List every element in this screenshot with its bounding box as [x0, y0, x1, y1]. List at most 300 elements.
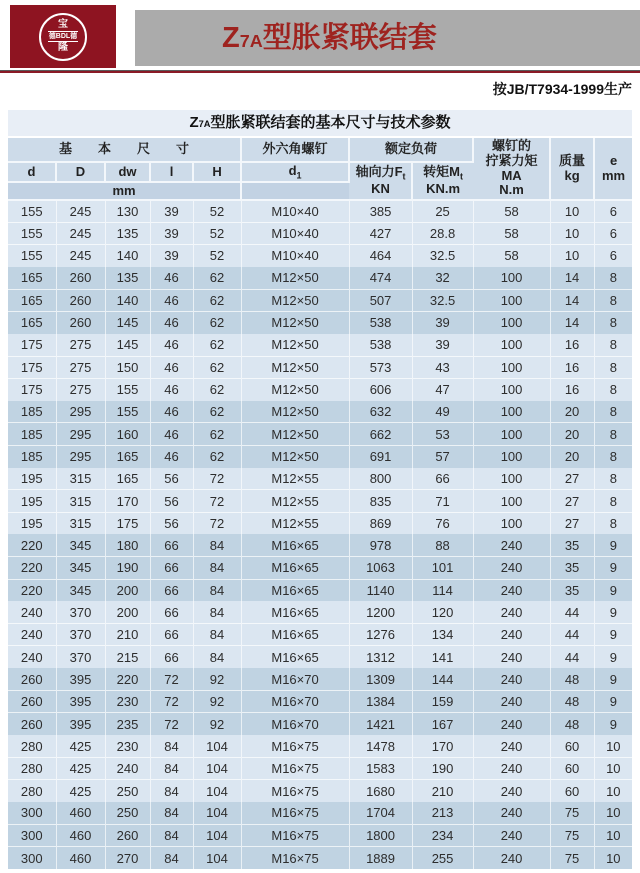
- cell: 1889: [349, 847, 412, 869]
- table-row: [8, 735, 632, 757]
- cell: 27: [550, 512, 594, 534]
- cell: 195: [8, 468, 56, 490]
- cell: 260: [56, 267, 105, 289]
- cell: 140: [105, 289, 150, 311]
- cell: 8: [594, 356, 632, 378]
- cell: 144: [412, 668, 473, 690]
- cell: 835: [349, 490, 412, 512]
- cell: 56: [150, 468, 193, 490]
- cell: 9: [594, 579, 632, 601]
- table-row: [8, 601, 632, 623]
- cell: 10: [550, 245, 594, 267]
- cell: 62: [193, 378, 241, 400]
- header-unit-mm: mm: [8, 182, 241, 200]
- cell: 150: [105, 356, 150, 378]
- table-row: [8, 356, 632, 378]
- header-mass: [550, 138, 594, 200]
- cell: 245: [56, 245, 105, 267]
- cell: 300: [8, 802, 56, 824]
- table-row: [8, 512, 632, 534]
- table-row: [8, 378, 632, 400]
- header-unit-empty: [241, 182, 349, 200]
- cell: 76: [412, 512, 473, 534]
- cell: 100: [473, 289, 550, 311]
- table-row: [8, 468, 632, 490]
- cell: 474: [349, 267, 412, 289]
- cell: 8: [594, 289, 632, 311]
- cell: 130: [105, 200, 150, 222]
- cell: 8: [594, 512, 632, 534]
- cell: 44: [550, 601, 594, 623]
- cell: 66: [150, 624, 193, 646]
- cell: M16×65: [241, 624, 349, 646]
- cell: 114: [412, 579, 473, 601]
- cell: 60: [550, 735, 594, 757]
- cell: 134: [412, 624, 473, 646]
- cell: 48: [550, 668, 594, 690]
- cell: 32.5: [412, 289, 473, 311]
- cell: 160: [105, 423, 150, 445]
- cell: 6: [594, 245, 632, 267]
- cell: 58: [473, 222, 550, 244]
- cell: 170: [412, 735, 473, 757]
- cell: 120: [412, 601, 473, 623]
- cell: 235: [105, 713, 150, 735]
- cell: 62: [193, 267, 241, 289]
- cell: 84: [193, 557, 241, 579]
- cell: 16: [550, 334, 594, 356]
- cell: 52: [193, 245, 241, 267]
- table-row: [8, 780, 632, 802]
- cell: 10: [594, 780, 632, 802]
- cell: 300: [8, 824, 56, 846]
- header-tightening-torque-line2: 拧紧力矩: [485, 152, 538, 168]
- standard-note: 按JB/T7934-1999生产: [492, 81, 632, 97]
- cell: 240: [473, 646, 550, 668]
- header-mass-label: 质量: [559, 152, 586, 168]
- header-tightening-torque-line3: MA: [501, 167, 522, 183]
- cell: 84: [193, 579, 241, 601]
- cell: 220: [8, 579, 56, 601]
- cell: 10: [594, 824, 632, 846]
- cell: M10×40: [241, 200, 349, 222]
- cell: M16×75: [241, 802, 349, 824]
- table-row: [8, 267, 632, 289]
- cell: 395: [56, 713, 105, 735]
- table-row: [8, 757, 632, 779]
- cell: 92: [193, 691, 241, 713]
- cell: 275: [56, 356, 105, 378]
- cell: 1063: [349, 557, 412, 579]
- table-row: [8, 713, 632, 735]
- cell: 62: [193, 423, 241, 445]
- table-row: [8, 445, 632, 467]
- cell: M12×50: [241, 445, 349, 467]
- cell: 35: [550, 534, 594, 556]
- cell: M12×50: [241, 401, 349, 423]
- cell: 84: [193, 646, 241, 668]
- cell: 62: [193, 289, 241, 311]
- table-row: [8, 646, 632, 668]
- cell: 9: [594, 601, 632, 623]
- table-row: [8, 557, 632, 579]
- cell: 1680: [349, 780, 412, 802]
- cell: 44: [550, 646, 594, 668]
- cell: 1384: [349, 691, 412, 713]
- cell: 84: [193, 534, 241, 556]
- cell: M12×50: [241, 334, 349, 356]
- cell: 1421: [349, 713, 412, 735]
- page-title: [135, 10, 640, 66]
- cell: 27: [550, 490, 594, 512]
- title-rest: 型胀紧联结套: [262, 22, 437, 54]
- table-row: [8, 245, 632, 267]
- cell: 395: [56, 691, 105, 713]
- cell: 8: [594, 423, 632, 445]
- cell: 104: [193, 780, 241, 802]
- header-col-d1: [241, 162, 349, 182]
- cell: 75: [550, 824, 594, 846]
- header-torque-sub: t: [459, 171, 463, 182]
- cell: 1312: [349, 646, 412, 668]
- cell: 20: [550, 423, 594, 445]
- cell: 300: [8, 847, 56, 869]
- cell: 165: [8, 311, 56, 333]
- header-col-d: d: [8, 162, 56, 182]
- cell: 260: [56, 311, 105, 333]
- cell: 1478: [349, 735, 412, 757]
- cell: 460: [56, 847, 105, 869]
- cell: 66: [150, 601, 193, 623]
- cell: 66: [150, 579, 193, 601]
- cell: 145: [105, 311, 150, 333]
- cell: M16×70: [241, 668, 349, 690]
- cell: 66: [150, 646, 193, 668]
- cell: 507: [349, 289, 412, 311]
- cell: 210: [412, 780, 473, 802]
- cell: M16×65: [241, 534, 349, 556]
- cell: 84: [150, 847, 193, 869]
- table-row: [8, 847, 632, 869]
- cell: 48: [550, 691, 594, 713]
- cell: 691: [349, 445, 412, 467]
- cell: 167: [412, 713, 473, 735]
- cell: 280: [8, 757, 56, 779]
- cell: 135: [105, 222, 150, 244]
- cell: M16×65: [241, 601, 349, 623]
- cell: M12×50: [241, 378, 349, 400]
- cell: 84: [150, 824, 193, 846]
- cell: 315: [56, 468, 105, 490]
- table-caption: [8, 110, 632, 136]
- table-body: [8, 200, 632, 869]
- cell: 39: [412, 334, 473, 356]
- cell: 71: [412, 490, 473, 512]
- cell: M16×65: [241, 557, 349, 579]
- logo-text-middle: 德BDL德: [48, 33, 78, 40]
- cell: 62: [193, 445, 241, 467]
- cell: M10×40: [241, 222, 349, 244]
- cell: 6: [594, 200, 632, 222]
- cell: M16×75: [241, 757, 349, 779]
- cell: 100: [473, 423, 550, 445]
- cell: M12×55: [241, 512, 349, 534]
- cell: 9: [594, 534, 632, 556]
- cell: 32: [412, 267, 473, 289]
- cell: 538: [349, 311, 412, 333]
- cell: 8: [594, 490, 632, 512]
- cell: 100: [473, 401, 550, 423]
- cell: 195: [8, 490, 56, 512]
- cell: 159: [412, 691, 473, 713]
- cell: 240: [473, 824, 550, 846]
- cell: 165: [105, 445, 150, 467]
- cell: 14: [550, 267, 594, 289]
- cell: 8: [594, 401, 632, 423]
- cell: 260: [8, 713, 56, 735]
- table-row: [8, 668, 632, 690]
- cell: 370: [56, 601, 105, 623]
- cell: 175: [8, 378, 56, 400]
- cell: 9: [594, 557, 632, 579]
- cell: 240: [473, 534, 550, 556]
- cell: 260: [8, 668, 56, 690]
- header-axial-force-base: 轴向力F: [355, 164, 403, 180]
- header-col-dw: dw: [105, 162, 150, 182]
- cell: M16×70: [241, 713, 349, 735]
- spec-table-section: [8, 110, 632, 869]
- header-col-d1-sub: 1: [296, 170, 302, 181]
- header-mass-unit: kg: [564, 167, 580, 183]
- cell: 100: [473, 378, 550, 400]
- cell: 84: [193, 624, 241, 646]
- cell: 370: [56, 646, 105, 668]
- cell: 240: [473, 757, 550, 779]
- cell: 49: [412, 401, 473, 423]
- cell: 200: [105, 601, 150, 623]
- cell: 295: [56, 401, 105, 423]
- header-e-unit: mm: [602, 167, 626, 183]
- cell: 140: [105, 245, 150, 267]
- cell: 14: [550, 289, 594, 311]
- cell: 47: [412, 378, 473, 400]
- cell: 8: [594, 445, 632, 467]
- cell: 100: [473, 512, 550, 534]
- cell: 44: [550, 624, 594, 646]
- cell: 58: [473, 245, 550, 267]
- cell: 72: [193, 512, 241, 534]
- cell: 240: [473, 847, 550, 869]
- cell: 240: [473, 624, 550, 646]
- cell: 141: [412, 646, 473, 668]
- cell: 240: [105, 757, 150, 779]
- cell: 425: [56, 757, 105, 779]
- cell: 315: [56, 512, 105, 534]
- cell: 165: [8, 289, 56, 311]
- header-tightening-torque: [473, 138, 550, 200]
- cell: 66: [412, 468, 473, 490]
- cell: 230: [105, 691, 150, 713]
- cell: 104: [193, 735, 241, 757]
- cell: 8: [594, 334, 632, 356]
- cell: 104: [193, 757, 241, 779]
- page-header: [0, 0, 640, 104]
- cell: 460: [56, 802, 105, 824]
- cell: 425: [56, 735, 105, 757]
- cell: M12×50: [241, 423, 349, 445]
- cell: 195: [8, 512, 56, 534]
- table-row: [8, 289, 632, 311]
- cell: 175: [105, 512, 150, 534]
- cell: 84: [193, 601, 241, 623]
- cell: 260: [105, 824, 150, 846]
- cell: 165: [105, 468, 150, 490]
- header-torque-base: 转矩M: [423, 164, 460, 180]
- cell: 1704: [349, 802, 412, 824]
- cell: 240: [473, 713, 550, 735]
- cell: 10: [550, 222, 594, 244]
- cell: 60: [550, 780, 594, 802]
- header-torque: [412, 162, 473, 200]
- cell: 295: [56, 423, 105, 445]
- cell: 9: [594, 646, 632, 668]
- cell: M10×40: [241, 245, 349, 267]
- cell: 245: [56, 200, 105, 222]
- cell: 35: [550, 557, 594, 579]
- cell: 8: [594, 267, 632, 289]
- cell: 1800: [349, 824, 412, 846]
- cell: 180: [105, 534, 150, 556]
- cell: 16: [550, 378, 594, 400]
- cell: 46: [150, 311, 193, 333]
- cell: 75: [550, 847, 594, 869]
- cell: 155: [105, 378, 150, 400]
- logo-seal-icon: [39, 13, 87, 61]
- cell: 92: [193, 713, 241, 735]
- cell: 56: [150, 490, 193, 512]
- cell: 155: [8, 222, 56, 244]
- cell: 155: [105, 401, 150, 423]
- table-header: [8, 138, 632, 200]
- cell: M16×75: [241, 735, 349, 757]
- cell: 275: [56, 334, 105, 356]
- cell: 56: [150, 512, 193, 534]
- cell: 245: [56, 222, 105, 244]
- cell: 10: [550, 200, 594, 222]
- table-row: [8, 579, 632, 601]
- cell: 10: [594, 847, 632, 869]
- cell: 255: [412, 847, 473, 869]
- cell: 295: [56, 445, 105, 467]
- cell: 100: [473, 445, 550, 467]
- cell: 200: [105, 579, 150, 601]
- cell: 57: [412, 445, 473, 467]
- cell: M16×75: [241, 780, 349, 802]
- cell: 538: [349, 334, 412, 356]
- cell: 395: [56, 668, 105, 690]
- cell: 275: [56, 378, 105, 400]
- cell: 62: [193, 401, 241, 423]
- cell: 46: [150, 378, 193, 400]
- cell: 100: [473, 267, 550, 289]
- cell: 165: [8, 267, 56, 289]
- title-prefix: Z: [222, 22, 240, 54]
- cell: 315: [56, 490, 105, 512]
- cell: 25: [412, 200, 473, 222]
- divider-line: [0, 70, 640, 71]
- header-rated-load: 额定负荷: [349, 138, 473, 162]
- cell: 9: [594, 624, 632, 646]
- cell: 46: [150, 401, 193, 423]
- cell: 155: [8, 245, 56, 267]
- cell: 60: [550, 757, 594, 779]
- cell: 345: [56, 579, 105, 601]
- cell: 14: [550, 311, 594, 333]
- cell: 20: [550, 401, 594, 423]
- header-axial-force-sub: t: [402, 171, 406, 182]
- cell: 62: [193, 334, 241, 356]
- cell: 8: [594, 468, 632, 490]
- divider-line-red: [0, 71, 640, 73]
- cell: 240: [473, 601, 550, 623]
- header-e-label: e: [609, 152, 618, 168]
- cell: M16×70: [241, 691, 349, 713]
- cell: 662: [349, 423, 412, 445]
- cell: 240: [473, 802, 550, 824]
- cell: 280: [8, 780, 56, 802]
- cell: M12×50: [241, 311, 349, 333]
- header-basic-dims: 基本尺寸: [8, 138, 241, 162]
- cell: 370: [56, 624, 105, 646]
- table-row: [8, 200, 632, 222]
- cell: 100: [473, 334, 550, 356]
- table-row: [8, 222, 632, 244]
- header-hex-screw: 外六角螺钉: [241, 138, 349, 162]
- cell: 573: [349, 356, 412, 378]
- cell: 72: [150, 713, 193, 735]
- cell: 155: [8, 200, 56, 222]
- table-row: [8, 423, 632, 445]
- cell: 170: [105, 490, 150, 512]
- cell: 345: [56, 534, 105, 556]
- cell: 185: [8, 401, 56, 423]
- cell: 260: [56, 289, 105, 311]
- cell: M12×55: [241, 468, 349, 490]
- cell: 6: [594, 222, 632, 244]
- cell: 215: [105, 646, 150, 668]
- cell: 240: [473, 735, 550, 757]
- cell: 58: [473, 200, 550, 222]
- cell: 240: [473, 579, 550, 601]
- cell: 185: [8, 445, 56, 467]
- cell: 460: [56, 824, 105, 846]
- cell: 88: [412, 534, 473, 556]
- cell: 20: [550, 445, 594, 467]
- cell: 84: [150, 735, 193, 757]
- title-subscript: 7A: [239, 31, 263, 51]
- cell: 9: [594, 668, 632, 690]
- cell: 46: [150, 334, 193, 356]
- cell: 213: [412, 802, 473, 824]
- cell: 72: [150, 668, 193, 690]
- cell: 52: [193, 200, 241, 222]
- cell: 1200: [349, 601, 412, 623]
- cell: 464: [349, 245, 412, 267]
- cell: 101: [412, 557, 473, 579]
- cell: 220: [8, 557, 56, 579]
- cell: 46: [150, 356, 193, 378]
- caption-rest: 型胀紧联结套的基本尺寸与技术参数: [210, 114, 451, 131]
